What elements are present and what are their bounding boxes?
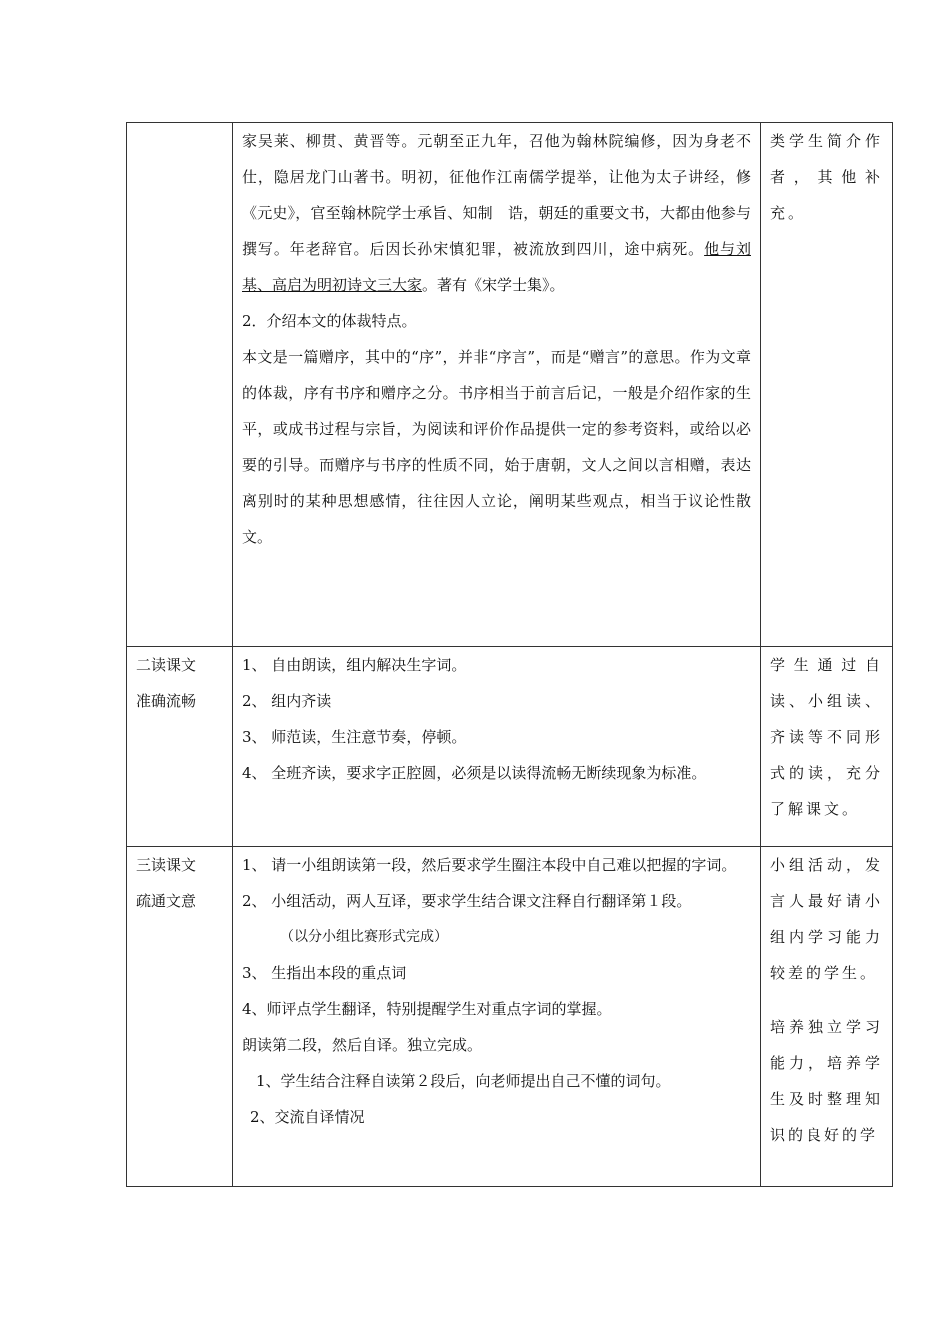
stage-label-line1: 二读课文: [136, 656, 197, 674]
activity-cell: [761, 647, 893, 847]
list-item-note: （以分小组比赛形式完成）: [280, 929, 448, 945]
author-intro-paragraph: [242, 123, 751, 303]
activity-text: 类学生简介作者，其他补充。: [770, 132, 883, 222]
content-cell: [233, 123, 761, 647]
list-item: 2、 组内齐读: [242, 692, 332, 710]
table-row-third-reading: [127, 847, 893, 1187]
list-item: 4、师评点学生翻译，特别提醒学生对重点字词的掌握。: [242, 1000, 612, 1018]
activity-text: 学生通过自读、小组读、齐读等不同形式的读，充分了解课文。: [770, 656, 883, 818]
table-row-author-intro: [127, 123, 893, 647]
list-item: 4、 全班齐读，要求字正腔圆，必须是以读得流畅无断续现象为标准。: [242, 764, 707, 782]
list-item: 1、 自由朗读，组内解决生字词。: [242, 656, 467, 674]
list-item: 2、 小组活动，两人互译，要求学生结合课文注释自行翻译第１段。: [242, 892, 692, 910]
stage-cell: [127, 123, 233, 647]
lesson-plan-table: [126, 122, 893, 1187]
activity-text: 培养独立学习能力，培养学生及时整理知识的良好的学: [770, 1018, 883, 1144]
table-row-second-reading: [127, 647, 893, 847]
author-intro-end: 。著有《宋学士集》。: [422, 276, 565, 294]
list-item: 3、 生指出本段的重点词: [242, 964, 407, 982]
sub-list-item: 1、学生结合注释自读第２段后，向老师提出自己不懂的词句。: [256, 1072, 671, 1090]
genre-title: 2．介绍本文的体裁特点。: [242, 312, 417, 330]
sub-list-item: 2、交流自译情况: [250, 1108, 365, 1126]
list-item: 1、 请一小组朗读第一段，然后要求学生圈注本段中自己难以把握的字词。: [242, 856, 737, 874]
content-cell: [233, 647, 761, 847]
author-intro-text: 家吴莱、柳贯、黄晋等。元朝至正九年，召他为翰林院编修，因为身老不仕，隐居龙门山著书。明初，征他作江南儒学提举，让他为太子讲经，修《元史》，官至翰林院学士承旨、知制 诰，朝廷的重要文书，大都由他参与撰写。年老辞官。后因长孙宋慎犯罪，被流放到四川，途中病死。: [242, 132, 751, 258]
stage-label-line1: 三读课文: [136, 856, 197, 874]
spacer: [770, 991, 883, 1009]
activity-cell: [761, 847, 893, 1187]
paragraph-second-section: 朗读第二段，然后自译。独立完成。: [242, 1036, 483, 1054]
stage-cell: [127, 847, 233, 1187]
stage-label-line2: 准确流畅: [136, 692, 197, 710]
activity-text: 小组活动，发言人最好请小组内学习能力较差的学生。: [770, 856, 883, 982]
underlined-phrase: 他与刘基、高启为明初诗文三大家: [242, 240, 751, 294]
content-cell: [233, 847, 761, 1187]
activity-cell: [761, 123, 893, 647]
genre-body: 本文是一篇赠序，其中的“序”，并非“序言”，而是“赠言”的意思。作为文章的体裁，序有书序和赠序之分。书序相当于前言后记，一般是介绍作家的生平，或成书过程与宗旨，为阅读和评价作品提供一定的参考资料，或给以必要的引导。而赠序与书序的性质不同，始于唐朝，文人之间以言相赠，表达离别时的某种思想感情，往往因人立论，阐明某些观点，相当于议论性散文。: [242, 348, 751, 546]
stage-cell: [127, 647, 233, 847]
list-item: 3、 师范读，生注意节奏，停顿。: [242, 728, 467, 746]
stage-label-line2: 疏通文意: [136, 892, 197, 910]
